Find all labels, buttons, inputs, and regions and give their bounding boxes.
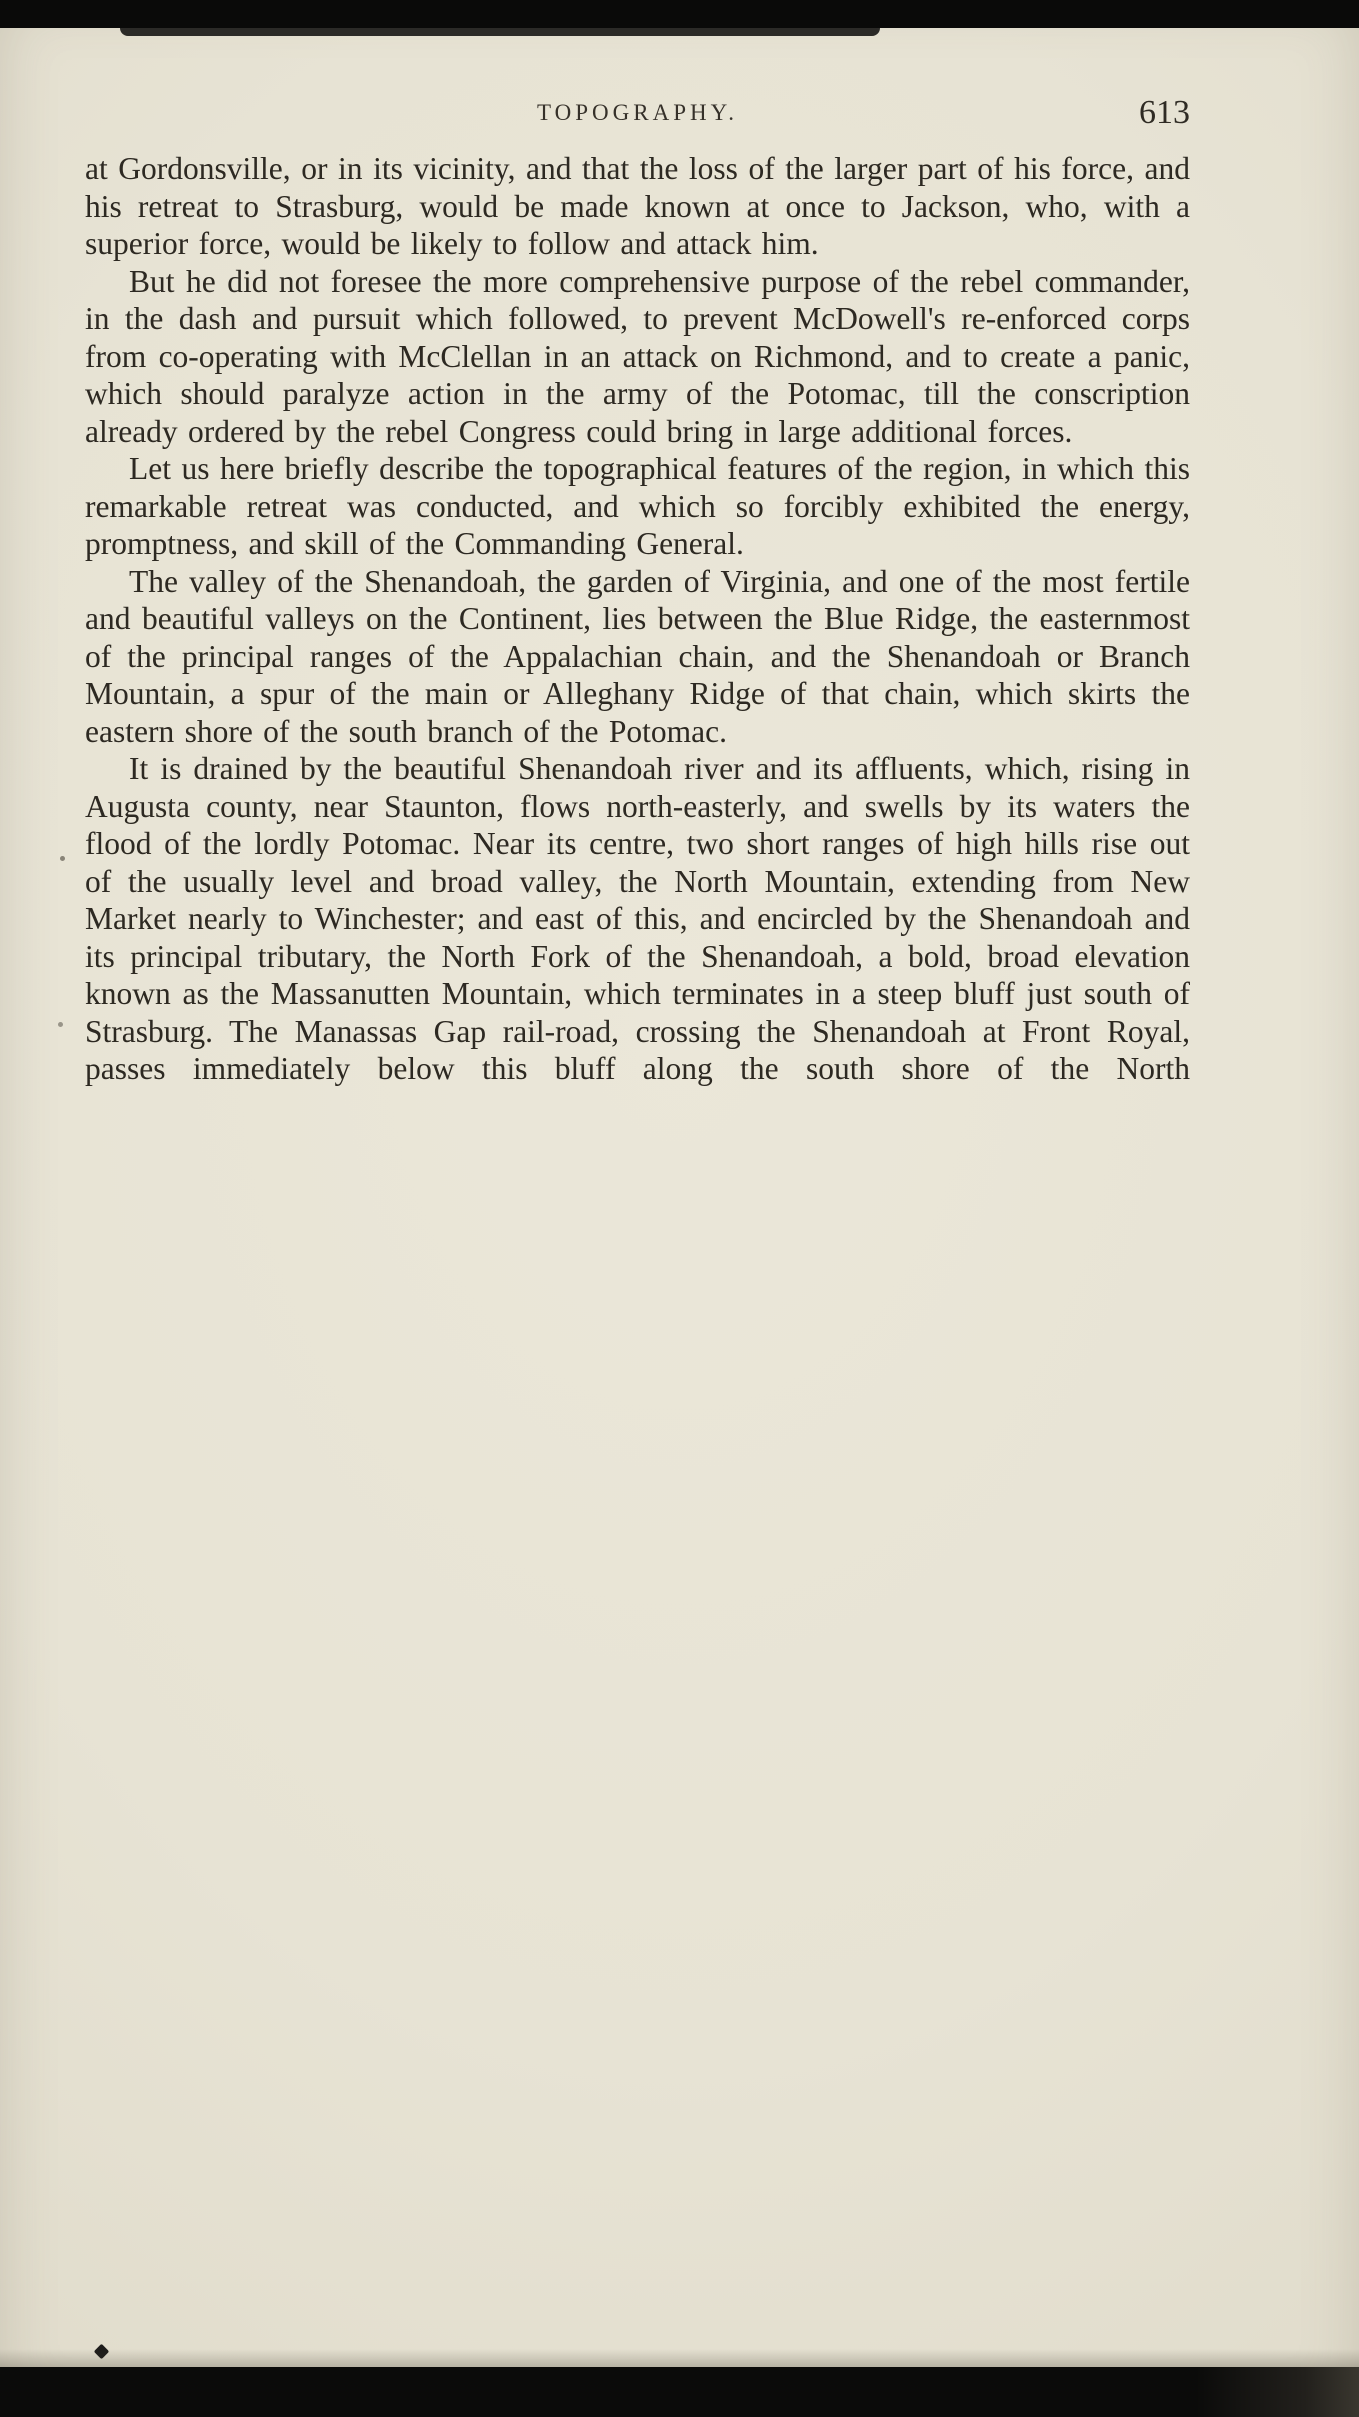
scan-speck [58, 1022, 63, 1027]
page-header [85, 92, 1190, 134]
page-number: 613 [1139, 94, 1190, 131]
scan-edge-bottom [0, 2367, 1359, 2417]
paragraph: Let us here briefly describe the topographical features of the region, in which this remarkable retreat was conducted, and which so forcibly exhibited the energy, promptness, and skill of the Commanding General. [85, 451, 1190, 561]
scan-edge-top [0, 0, 1359, 28]
page-body [85, 150, 1190, 1088]
paragraph: at Gordonsville, or in its vicinity, and that the loss of the larger part of his force, and his retreat to Strasburg, would be made known at once to Jackson, who, with a superior force, would be likely to follow and attack him. [85, 151, 1190, 261]
scan-speck [60, 856, 65, 861]
paragraph: But he did not foresee the more comprehensive purpose of the rebel commander, in the dash and pursuit which followed, to prevent McDowell's re-enforced corps from co-operating with McClellan in an attack on Richmond, and to create a panic, which should paralyze action in the army of the Potomac, till the conscription already ordered by the rebel Congress could bring in large additional forces. [85, 263, 1190, 449]
running-title: TOPOGRAPHY. [536, 100, 738, 125]
paragraph: The valley of the Shenandoah, the garden of Virginia, and one of the most fertile and beautiful valleys on the Continent, lies between the Blue Ridge, the easternmost of the principal ranges of the Appalachian chain, and the Shenandoah or Branch Mountain, a spur of the main or Alleghany Ridge of that chain, which skirts the eastern shore of the south branch of the Potomac. [85, 563, 1190, 749]
paragraph: It is drained by the beautiful Shenandoah river and its affluents, which, rising in Augusta county, near Staunton, flows north-easterly, and swells by its waters the flood of the lordly Potomac. Near its centre, two short ranges of high hills rise out of the usually level and broad valley, the North Mountain, extending from New Market nearly to Winchester; and east of this, and encircled by the Shenandoah and its principal tributary, the North Fork of the Shenandoah, a bold, broad elevation known as the Massanutten Mountain, which terminates in a steep bluff just south of Strasburg. The Manassas Gap rail-road, crossing the Shenandoah at Front Royal, passes immediately below this bluff along the south shore of the North [85, 751, 1190, 1086]
